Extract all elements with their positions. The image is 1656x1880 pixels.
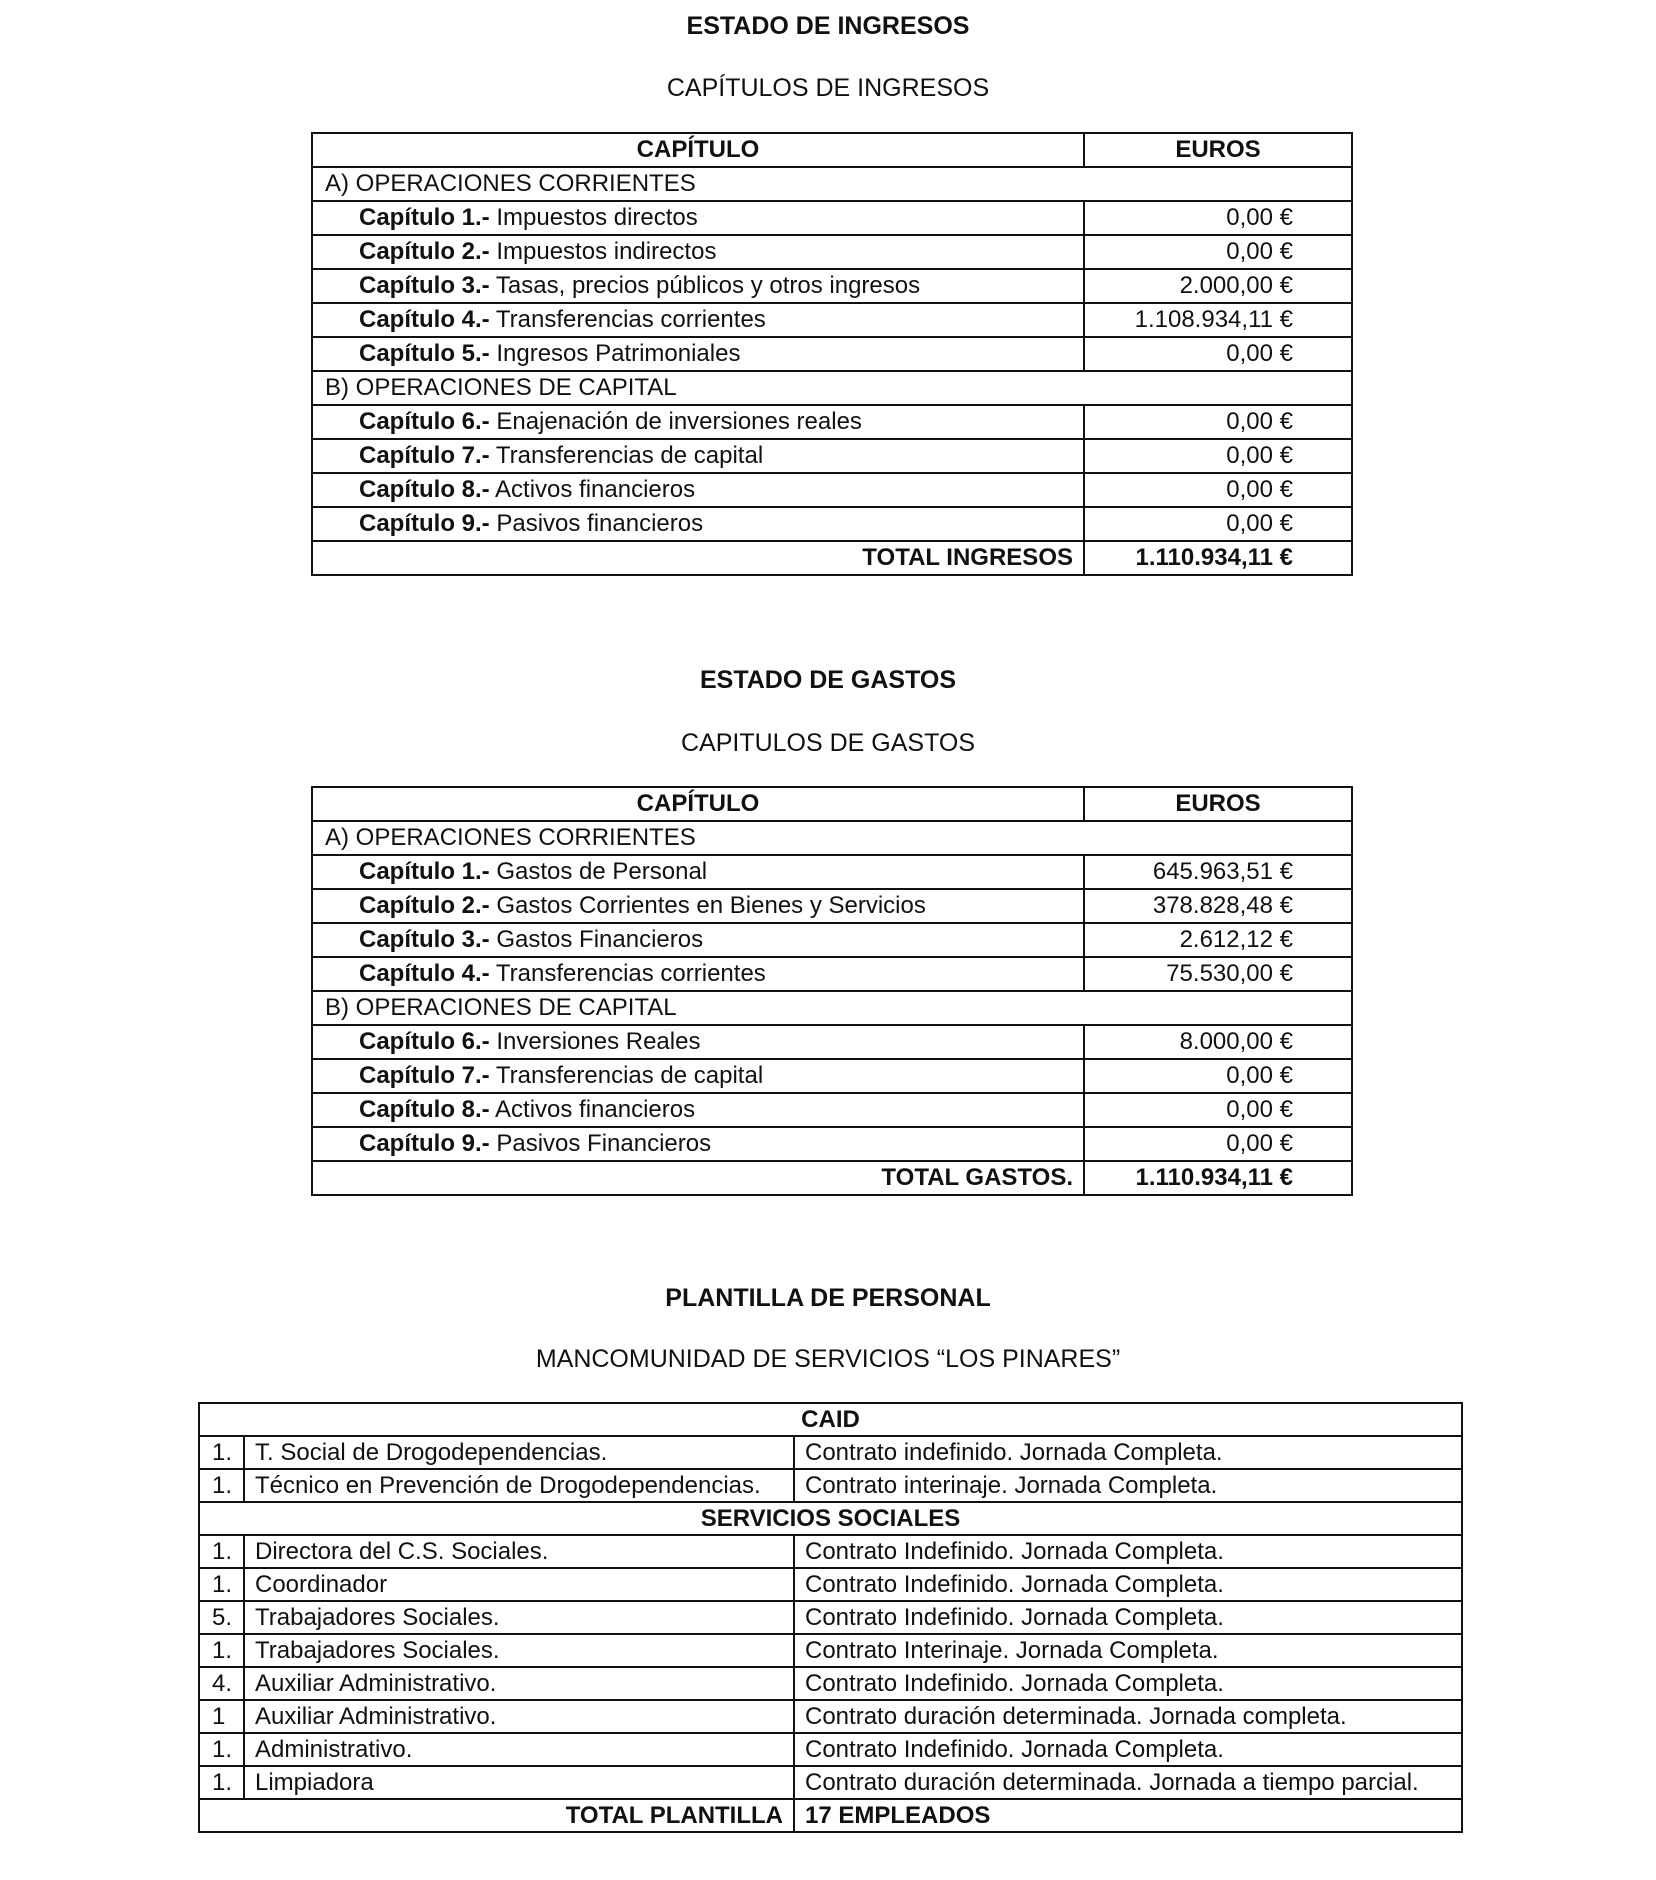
table-row	[199, 1766, 1462, 1799]
chapter-label: Capítulo 1.-	[359, 858, 490, 885]
table-row	[312, 473, 1352, 507]
chapter-description: Enajenación de inversiones reales	[496, 408, 862, 435]
chapter-label: Capítulo 2.-	[359, 892, 490, 919]
header-capitulo: CAPÍTULO	[312, 787, 1084, 821]
staff-count: 1.	[199, 1535, 244, 1568]
table-row	[312, 337, 1352, 371]
staff-post: Trabajadores Sociales.	[244, 1634, 794, 1667]
plantilla-table	[198, 1402, 1463, 1833]
chapter-amount: 1.108.934,11 €	[1084, 303, 1352, 337]
staff-post: Auxiliar Administrativo.	[244, 1700, 794, 1733]
chapter-label: Capítulo 3.-	[359, 272, 490, 299]
staff-contract: Contrato Indefinido. Jornada Completa.	[794, 1733, 1462, 1766]
table-header-row	[312, 133, 1352, 167]
table-row	[312, 889, 1352, 923]
chapter-label: Capítulo 6.-	[359, 1028, 490, 1055]
staff-post: Coordinador	[244, 1568, 794, 1601]
group-row	[312, 167, 1352, 201]
table-row	[312, 269, 1352, 303]
table-row	[312, 1093, 1352, 1127]
chapter-amount: 2.612,12 €	[1084, 923, 1352, 957]
table-row	[312, 405, 1352, 439]
staff-count: 1.	[199, 1733, 244, 1766]
chapter-amount: 645.963,51 €	[1084, 855, 1352, 889]
table-row	[312, 1025, 1352, 1059]
chapter-label: Capítulo 8.-	[359, 1096, 490, 1123]
chapter-amount: 0,00 €	[1084, 405, 1352, 439]
chapter-amount: 0,00 €	[1084, 337, 1352, 371]
table-row	[312, 303, 1352, 337]
staff-contract: Contrato duración determinada. Jornada completa.	[794, 1700, 1462, 1733]
staff-post: Administrativo.	[244, 1733, 794, 1766]
chapter-description: Activos financieros	[495, 476, 696, 503]
staff-count: 1.	[199, 1436, 244, 1469]
total-ingresos-value: 1.110.934,11 €	[1084, 541, 1352, 575]
total-row	[199, 1799, 1462, 1832]
chapter-label: Capítulo 7.-	[359, 1062, 490, 1089]
gastos-table	[311, 786, 1353, 1196]
table-row	[199, 1733, 1462, 1766]
table-row	[312, 923, 1352, 957]
chapter-amount: 8.000,00 €	[1084, 1025, 1352, 1059]
table-row	[312, 855, 1352, 889]
staff-contract: Contrato duración determinada. Jornada a tiempo parcial.	[794, 1766, 1462, 1799]
chapter-description: Activos financieros	[495, 1096, 696, 1123]
total-ingresos-label: TOTAL INGRESOS	[312, 541, 1084, 575]
staff-count: 1.	[199, 1634, 244, 1667]
table-row	[312, 235, 1352, 269]
chapter-description: Transferencias corrientes	[495, 960, 766, 987]
gastos-title: ESTADO DE GASTOS	[699, 666, 957, 694]
header-euros: EUROS	[1084, 787, 1352, 821]
table-header-row	[312, 787, 1352, 821]
gastos-subtitle: CAPITULOS DE GASTOS	[680, 729, 976, 757]
total-gastos-label: TOTAL GASTOS.	[312, 1161, 1084, 1195]
chapter-label: Capítulo 4.-	[359, 306, 490, 333]
group-operaciones-capital: B) OPERACIONES DE CAPITAL	[312, 371, 1352, 405]
staff-count: 4.	[199, 1667, 244, 1700]
chapter-label: Capítulo 2.-	[359, 238, 490, 265]
table-row	[312, 1059, 1352, 1093]
staff-contract: Contrato indefinido. Jornada Completa.	[794, 1436, 1462, 1469]
chapter-amount: 378.828,48 €	[1084, 889, 1352, 923]
table-row	[199, 1601, 1462, 1634]
chapter-description: Gastos Financieros	[496, 926, 704, 953]
chapter-description: Inversiones Reales	[496, 1028, 701, 1055]
chapter-amount: 75.530,00 €	[1084, 957, 1352, 991]
chapter-description: Transferencias corrientes	[495, 306, 766, 333]
staff-contract: Contrato Indefinido. Jornada Completa.	[794, 1601, 1462, 1634]
staff-count: 1.	[199, 1568, 244, 1601]
plantilla-title: PLANTILLA DE PERSONAL	[665, 1284, 991, 1312]
chapter-description: Gastos Corrientes en Bienes y Servicios	[496, 892, 926, 919]
staff-contract: Contrato Indefinido. Jornada Completa.	[794, 1667, 1462, 1700]
staff-contract: Contrato interinaje. Jornada Completa.	[794, 1469, 1462, 1502]
header-euros: EUROS	[1084, 133, 1352, 167]
table-row	[312, 1127, 1352, 1161]
group-operaciones-corrientes: A) OPERACIONES CORRIENTES	[312, 821, 1352, 855]
chapter-label: Capítulo 8.-	[359, 476, 490, 503]
table-row	[312, 507, 1352, 541]
table-row	[312, 957, 1352, 991]
section-caid: CAID	[199, 1403, 1462, 1436]
staff-post: Trabajadores Sociales.	[244, 1601, 794, 1634]
table-row	[312, 439, 1352, 473]
staff-post: Limpiadora	[244, 1766, 794, 1799]
chapter-amount: 0,00 €	[1084, 1127, 1352, 1161]
total-row	[312, 1161, 1352, 1195]
section-servicios-sociales: SERVICIOS SOCIALES	[199, 1502, 1462, 1535]
staff-count: 5.	[199, 1601, 244, 1634]
group-operaciones-corrientes: A) OPERACIONES CORRIENTES	[312, 167, 1352, 201]
chapter-label: Capítulo 6.-	[359, 408, 490, 435]
ingresos-title: ESTADO DE INGRESOS	[686, 12, 970, 40]
table-row	[199, 1535, 1462, 1568]
staff-contract: Contrato Indefinido. Jornada Completa.	[794, 1568, 1462, 1601]
chapter-description: Transferencias de capital	[495, 442, 764, 469]
chapter-amount: 0,00 €	[1084, 235, 1352, 269]
table-row	[199, 1634, 1462, 1667]
chapter-amount: 0,00 €	[1084, 439, 1352, 473]
section-row	[199, 1403, 1462, 1436]
ingresos-table	[311, 132, 1353, 576]
chapter-description: Pasivos financieros	[496, 510, 704, 537]
chapter-description: Gastos de Personal	[496, 858, 708, 885]
chapter-label: Capítulo 9.-	[359, 1130, 490, 1157]
staff-post: Técnico en Prevención de Drogodependencias.	[244, 1469, 794, 1502]
total-row	[312, 541, 1352, 575]
ingresos-subtitle: CAPÍTULOS DE INGRESOS	[666, 74, 990, 102]
table-row	[199, 1469, 1462, 1502]
total-gastos-value: 1.110.934,11 €	[1084, 1161, 1352, 1195]
header-capitulo: CAPÍTULO	[312, 133, 1084, 167]
staff-post: Auxiliar Administrativo.	[244, 1667, 794, 1700]
total-plantilla-label: TOTAL PLANTILLA	[199, 1799, 794, 1832]
group-row	[312, 991, 1352, 1025]
table-row	[199, 1667, 1462, 1700]
chapter-description: Ingresos Patrimoniales	[496, 340, 741, 367]
total-plantilla-value: 17 EMPLEADOS	[794, 1799, 1462, 1832]
chapter-label: Capítulo 1.-	[359, 204, 490, 231]
chapter-amount: 0,00 €	[1084, 473, 1352, 507]
group-row	[312, 371, 1352, 405]
chapter-label: Capítulo 7.-	[359, 442, 490, 469]
table-row	[312, 201, 1352, 235]
table-row	[199, 1700, 1462, 1733]
group-operaciones-capital: B) OPERACIONES DE CAPITAL	[312, 991, 1352, 1025]
chapter-label: Capítulo 5.-	[359, 340, 490, 367]
chapter-amount: 2.000,00 €	[1084, 269, 1352, 303]
group-row	[312, 821, 1352, 855]
staff-contract: Contrato Interinaje. Jornada Completa.	[794, 1634, 1462, 1667]
chapter-description: Impuestos directos	[496, 204, 698, 231]
chapter-label: Capítulo 4.-	[359, 960, 490, 987]
chapter-amount: 0,00 €	[1084, 201, 1352, 235]
chapter-label: Capítulo 9.-	[359, 510, 490, 537]
chapter-label: Capítulo 3.-	[359, 926, 490, 953]
table-row	[199, 1568, 1462, 1601]
chapter-amount: 0,00 €	[1084, 507, 1352, 541]
staff-count: 1.	[199, 1766, 244, 1799]
chapter-description: Pasivos Financieros	[496, 1130, 712, 1157]
staff-count: 1.	[199, 1469, 244, 1502]
chapter-amount: 0,00 €	[1084, 1059, 1352, 1093]
chapter-description: Tasas, precios públicos y otros ingresos	[495, 272, 921, 299]
staff-post: Directora del C.S. Sociales.	[244, 1535, 794, 1568]
chapter-amount: 0,00 €	[1084, 1093, 1352, 1127]
table-row	[199, 1436, 1462, 1469]
plantilla-subtitle: MANCOMUNIDAD DE SERVICIOS “LOS PINARES”	[535, 1345, 1121, 1373]
section-row	[199, 1502, 1462, 1535]
staff-contract: Contrato Indefinido. Jornada Completa.	[794, 1535, 1462, 1568]
staff-count: 1	[199, 1700, 244, 1733]
staff-post: T. Social de Drogodependencias.	[244, 1436, 794, 1469]
chapter-description: Impuestos indirectos	[496, 238, 717, 265]
chapter-description: Transferencias de capital	[495, 1062, 764, 1089]
